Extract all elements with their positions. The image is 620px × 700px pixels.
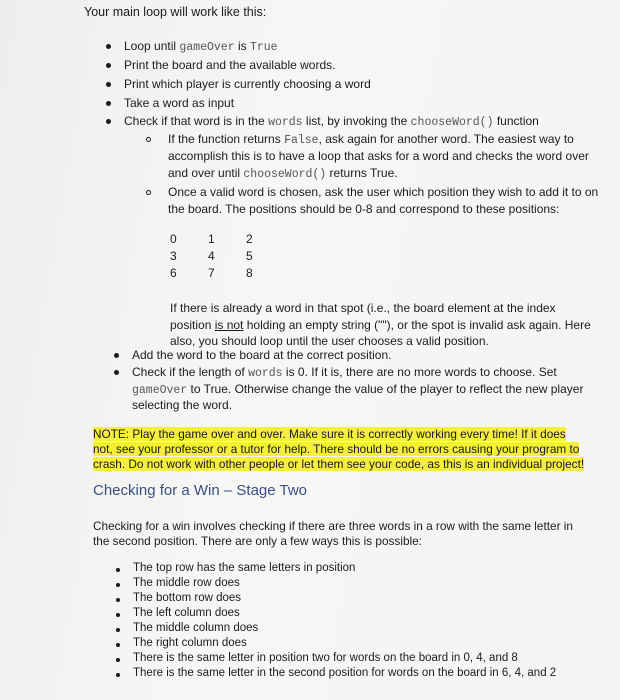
code-words: words bbox=[248, 367, 283, 380]
bullet-dot bbox=[114, 353, 119, 358]
win-paragraph-line: the second position. There are only a few ways this is possible: bbox=[93, 534, 422, 548]
sub-text: If the function returns bbox=[168, 132, 285, 146]
list-item: The bottom row does bbox=[133, 592, 242, 604]
note-text: NOTE: Play the game over and over. Make sure it is correctly working every time! If it does bbox=[93, 427, 566, 441]
bullet-dot bbox=[116, 598, 120, 602]
note-line bbox=[93, 442, 593, 457]
bullet-item bbox=[124, 113, 539, 131]
spot-paragraph-line: also, you should loop until the user chooses a valid position. bbox=[170, 334, 489, 348]
note-box bbox=[93, 427, 593, 472]
code-game-over: gameOver bbox=[179, 41, 235, 54]
bullet-dot bbox=[116, 628, 120, 632]
intro-text: Your main loop will work like this: bbox=[84, 5, 267, 19]
bullet-text: to True. Otherwise change the value of the player to reflect the new player bbox=[187, 382, 584, 396]
code-false: False bbox=[284, 134, 319, 147]
position-cell: 0 bbox=[170, 232, 177, 246]
spot-paragraph-line: If there is already a word in that spot (i.e., the board element at the index bbox=[170, 301, 556, 315]
bullet-dot bbox=[116, 613, 120, 617]
sub-bullet-item bbox=[168, 131, 574, 149]
bullet-item bbox=[132, 364, 557, 382]
sub-bullet-line: the board. The positions should be 0-8 and correspond to these positions: bbox=[168, 202, 560, 216]
position-cell: 3 bbox=[170, 249, 177, 263]
position-cell: 4 bbox=[208, 249, 215, 263]
bullet-text: is bbox=[234, 39, 250, 53]
note-line bbox=[93, 427, 593, 442]
bullet-text: list, by invoking the bbox=[302, 114, 411, 128]
position-cell: 8 bbox=[246, 266, 253, 280]
bullet-item: Add the word to the board at the correct position. bbox=[132, 348, 392, 362]
code-choose-word: chooseWord() bbox=[410, 116, 494, 129]
para-text: position bbox=[170, 318, 215, 332]
sub-text: returns True. bbox=[326, 166, 398, 180]
list-item: The right column does bbox=[133, 637, 247, 649]
bullet-text: Check if that word is in the bbox=[124, 114, 269, 128]
position-cell: 2 bbox=[246, 232, 253, 246]
note-text: crash. Do not work with other people or let them see your code, as this is an individual project! bbox=[93, 457, 585, 471]
bullet-dot bbox=[106, 101, 111, 106]
underlined-text: is not bbox=[214, 318, 244, 332]
list-item: There is the same letter in the second position for words on the board in 6, 4, and 2 bbox=[133, 667, 557, 679]
bullet-dot bbox=[106, 82, 111, 87]
list-item: The middle row does bbox=[133, 577, 240, 589]
bullet-item bbox=[124, 38, 278, 56]
bullet-item: Print which player is currently choosing a word bbox=[124, 77, 371, 91]
sub-bullet-line: accomplish this is to have a loop that asks for a word and checks the word over bbox=[168, 149, 589, 163]
bullet-dot bbox=[116, 583, 120, 587]
sub-text: , ask again for another word. The easiest way to bbox=[318, 132, 574, 146]
bullet-text: Check if the length of bbox=[132, 365, 249, 379]
code-words: words bbox=[268, 116, 303, 129]
bullet-dot bbox=[106, 119, 111, 124]
sub-bullet-circle bbox=[146, 137, 151, 142]
bullet-dot bbox=[114, 370, 119, 375]
list-item: The left column does bbox=[133, 607, 240, 619]
position-cell: 6 bbox=[170, 266, 177, 280]
bullet-line: selecting the word. bbox=[132, 398, 233, 412]
sub-text: and over until bbox=[168, 166, 244, 180]
bullet-dot bbox=[106, 63, 111, 68]
position-cell: 1 bbox=[208, 232, 215, 246]
bullet-dot bbox=[116, 643, 120, 647]
sub-bullet-item: Once a valid word is chosen, ask the user which position they wish to add it to on bbox=[168, 185, 599, 199]
bullet-dot bbox=[116, 673, 120, 677]
bullet-dot bbox=[116, 568, 120, 572]
code-choose-word: chooseWord() bbox=[243, 168, 327, 181]
list-item: There is the same letter in position two for words on the board in 0, 4, and 8 bbox=[133, 652, 518, 664]
bullet-item: Take a word as input bbox=[124, 96, 235, 110]
para-text: holding an empty string (""), or the spot is invalid ask again. Here bbox=[243, 318, 591, 332]
note-line bbox=[93, 457, 593, 472]
bullet-item: Print the board and the available words. bbox=[124, 58, 336, 72]
bullet-text: function bbox=[493, 114, 539, 128]
win-paragraph-line: Checking for a win involves checking if there are three words in a row with the same letter in bbox=[93, 519, 573, 533]
bullet-text: is 0. If it is, there are no more words to choose. Set bbox=[282, 365, 557, 379]
sub-bullet-line bbox=[168, 165, 398, 183]
spot-paragraph-line bbox=[170, 317, 591, 333]
section-heading: Checking for a Win – Stage Two bbox=[93, 482, 307, 499]
code-game-over: gameOver bbox=[132, 384, 188, 397]
note-text: not, see your professor or a tutor for help. There should be no errors causing your program to bbox=[93, 442, 580, 456]
code-true: True bbox=[249, 41, 278, 54]
position-cell: 7 bbox=[208, 266, 215, 280]
list-item: The middle column does bbox=[133, 622, 259, 634]
sub-bullet-circle bbox=[146, 190, 151, 195]
bullet-dot bbox=[116, 658, 120, 662]
position-cell: 5 bbox=[246, 249, 253, 263]
list-item: The top row has the same letters in position bbox=[133, 562, 356, 574]
bullet-dot bbox=[106, 44, 111, 49]
bullet-text: Loop until bbox=[124, 39, 180, 53]
